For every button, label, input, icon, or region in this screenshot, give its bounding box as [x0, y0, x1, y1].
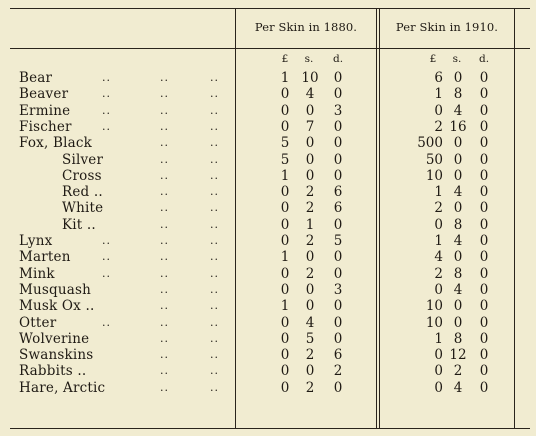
price-1880-pence: 0 [333, 216, 343, 233]
price-1880-pounds: 0 [280, 184, 290, 201]
table-row [0, 315, 536, 331]
subheader-1880-pound: £ [281, 53, 289, 65]
leader-dots: .. [210, 315, 219, 329]
fur-name: Musk Ox .. [19, 298, 95, 315]
price-1910-pence: 0 [479, 135, 489, 152]
price-1880-pence: 6 [333, 347, 343, 364]
price-1880-shillings: 4 [305, 314, 315, 331]
price-1880-pence: 0 [333, 314, 343, 331]
leader-dots: .. [210, 299, 219, 313]
price-1910-pence: 0 [479, 70, 489, 86]
price-1880-pounds: 0 [280, 118, 290, 135]
price-1880-pence: 0 [333, 135, 343, 152]
price-1880-pounds: 0 [280, 363, 290, 380]
price-1910-pounds: 1 [434, 184, 443, 201]
price-1910-pounds: 6 [434, 70, 443, 86]
leader-dots: .. [160, 217, 169, 231]
price-1910-pounds: 50 [425, 151, 443, 168]
table-row [0, 282, 536, 298]
price-1910-shillings: 4 [453, 379, 463, 396]
fur-name: Mink [19, 265, 55, 282]
leader-dots: .. [160, 87, 169, 101]
table-row [0, 168, 536, 184]
leader-dots: .. [210, 266, 219, 280]
price-1910-pounds: 0 [434, 281, 443, 298]
price-1910-shillings: 4 [453, 184, 463, 201]
price-1910-shillings: 2 [453, 363, 463, 380]
price-1880-pounds: 5 [280, 135, 290, 152]
leader-dots: .. [210, 380, 219, 394]
price-1910-pence: 0 [479, 216, 489, 233]
leader-dots: .. [160, 299, 169, 313]
price-1880-pounds: 0 [280, 347, 290, 364]
price-1910-pence: 0 [479, 86, 489, 103]
leader-dots: .. [160, 234, 169, 247]
price-1880-shillings: 0 [305, 298, 315, 315]
leader-dots: .. [160, 119, 169, 133]
leader-dots: .. [102, 234, 111, 247]
price-1910-shillings: 0 [453, 151, 463, 168]
price-1880-shillings: 2 [305, 233, 315, 249]
price-1880-shillings: 2 [305, 347, 315, 364]
price-1880-pounds: 0 [280, 330, 290, 347]
price-1880-pounds: 0 [280, 216, 290, 233]
table-row [0, 331, 536, 347]
price-1910-pence: 0 [479, 118, 489, 135]
price-1880-pence: 0 [333, 167, 343, 184]
price-1880-pence: 0 [333, 298, 343, 315]
table-row [0, 184, 536, 200]
price-1910-shillings: 4 [453, 281, 463, 298]
price-1910-pence: 0 [479, 233, 489, 249]
fur-name: Hare, Arctic [19, 379, 106, 396]
leader-dots: .. [102, 87, 111, 101]
fur-name: Fischer [19, 118, 72, 135]
price-1910-pounds: 1 [434, 86, 443, 103]
fur-name: Lynx [19, 233, 53, 249]
price-1910-pence: 0 [479, 314, 489, 331]
leader-dots: .. [210, 331, 219, 345]
price-1910-shillings: 0 [453, 167, 463, 184]
table-row [0, 217, 536, 233]
leader-dots: .. [160, 364, 169, 378]
price-1910-pounds: 0 [434, 102, 443, 119]
leader-dots: .. [210, 217, 219, 231]
price-1910-shillings: 8 [453, 86, 463, 103]
leader-dots: .. [210, 185, 219, 199]
table-row [0, 86, 536, 102]
price-1880-pence: 0 [333, 70, 343, 86]
price-1880-shillings: 0 [305, 151, 315, 168]
price-1880-pence: 0 [333, 249, 343, 266]
price-1880-shillings: 2 [305, 200, 315, 217]
price-1910-pence: 0 [479, 379, 489, 396]
leader-dots: .. [102, 315, 111, 329]
price-1910-pounds: 10 [425, 298, 443, 315]
price-1880-pence: 5 [333, 233, 343, 249]
leader-dots: .. [160, 168, 169, 182]
price-1910-shillings: 8 [453, 216, 463, 233]
price-1910-shillings: 16 [449, 118, 467, 135]
fur-name: Rabbits .. [19, 363, 87, 380]
price-1910-shillings: 8 [453, 330, 463, 347]
price-1880-pence: 0 [333, 151, 343, 168]
table-row [0, 363, 536, 379]
fur-name: Swanskins [19, 347, 94, 364]
price-1880-pounds: 0 [280, 200, 290, 217]
price-1880-shillings: 5 [305, 330, 315, 347]
leader-dots: .. [210, 364, 219, 378]
price-1910-shillings: 4 [453, 102, 463, 119]
table-row [0, 103, 536, 119]
subheader-1880-pence: d. [332, 53, 344, 65]
bottom-rule [10, 428, 530, 429]
price-1880-pounds: 0 [280, 379, 290, 396]
fur-name: White [62, 200, 104, 217]
price-1880-pence: 6 [333, 200, 343, 217]
table-row [0, 135, 536, 151]
price-1910-pence: 0 [479, 200, 489, 217]
leader-dots: .. [210, 250, 219, 264]
subheader-1910-pound: £ [429, 53, 437, 65]
price-1910-pounds: 10 [425, 314, 443, 331]
leader-dots: .. [160, 315, 169, 329]
price-1880-pence: 0 [333, 265, 343, 282]
price-1910-shillings: 0 [453, 70, 463, 86]
price-1910-pence: 0 [479, 249, 489, 266]
fur-name: Otter [19, 314, 57, 331]
price-1880-pounds: 1 [280, 249, 290, 266]
leader-dots: .. [160, 136, 169, 150]
leader-dots: .. [210, 201, 219, 215]
subheader-1910-pence: d. [478, 53, 490, 65]
fur-name: Beaver [19, 86, 69, 103]
price-1880-pounds: 1 [280, 298, 290, 315]
leader-dots: .. [160, 185, 169, 199]
price-1880-pounds: 0 [280, 233, 290, 249]
leader-dots: .. [210, 234, 219, 247]
price-1880-shillings: 0 [305, 281, 315, 298]
leader-dots: .. [210, 348, 219, 362]
price-1880-pence: 6 [333, 184, 343, 201]
table-row [0, 266, 536, 282]
leader-dots: .. [210, 103, 219, 117]
table-row [0, 119, 536, 135]
price-1880-shillings: 4 [305, 86, 315, 103]
price-1910-pence: 0 [479, 363, 489, 380]
price-1910-pence: 0 [479, 265, 489, 282]
leader-dots: .. [160, 103, 169, 117]
price-1880-pence: 0 [333, 330, 343, 347]
leader-dots: .. [102, 103, 111, 117]
leader-dots: .. [102, 266, 111, 280]
leader-dots: .. [160, 152, 169, 166]
leader-dots: .. [160, 380, 169, 394]
fur-name: Marten [19, 249, 71, 266]
price-1910-pence: 0 [479, 330, 489, 347]
fur-name: Bear [19, 70, 53, 86]
fur-name: Wolverine [19, 330, 90, 347]
subheader-1880-shilling: s. [304, 53, 314, 65]
leader-dots: .. [160, 331, 169, 345]
leader-dots: .. [102, 71, 111, 84]
price-1910-shillings: 12 [449, 347, 467, 364]
price-1880-pounds: 0 [280, 281, 290, 298]
leader-dots: .. [210, 71, 219, 84]
table-row [0, 233, 536, 249]
leader-dots: .. [160, 266, 169, 280]
top-rule [10, 8, 530, 9]
price-1880-shillings: 0 [305, 135, 315, 152]
price-1910-shillings: 0 [453, 200, 463, 217]
table-row [0, 249, 536, 265]
price-1910-shillings: 4 [453, 233, 463, 249]
price-1910-pounds: 4 [434, 249, 443, 266]
price-1910-pence: 0 [479, 167, 489, 184]
price-1880-pounds: 0 [280, 102, 290, 119]
price-1880-shillings: 2 [305, 379, 315, 396]
price-1910-pence: 0 [479, 184, 489, 201]
table-row [0, 152, 536, 168]
price-1910-pounds: 1 [434, 330, 443, 347]
price-1880-pence: 3 [333, 281, 343, 298]
price-1910-pounds: 1 [434, 233, 443, 249]
price-1880-pounds: 0 [280, 314, 290, 331]
price-1880-pence: 0 [333, 379, 343, 396]
price-1880-shillings: 0 [305, 167, 315, 184]
leader-dots: .. [210, 119, 219, 133]
price-1880-pounds: 0 [280, 86, 290, 103]
table-row [0, 347, 536, 363]
price-1880-pence: 2 [333, 363, 343, 380]
table-row [0, 200, 536, 216]
leader-dots: .. [160, 71, 169, 84]
table-row [0, 298, 536, 314]
fur-name: Fox, Black [19, 135, 92, 152]
leader-dots: .. [160, 282, 169, 296]
table-row [0, 380, 536, 396]
fur-name: Red .. [62, 184, 103, 201]
price-1910-pence: 0 [479, 151, 489, 168]
price-1910-pence: 0 [479, 281, 489, 298]
leader-dots: .. [160, 201, 169, 215]
header-1910: Per Skin in 1910. [395, 20, 499, 34]
header-1880: Per Skin in 1880. [254, 20, 358, 34]
price-1880-pounds: 5 [280, 151, 290, 168]
price-1880-pounds: 0 [280, 265, 290, 282]
subheader-1910-shilling: s. [452, 53, 462, 65]
price-1880-shillings: 0 [305, 102, 315, 119]
price-1910-pence: 0 [479, 347, 489, 364]
leader-dots: .. [102, 119, 111, 133]
price-1880-shillings: 10 [301, 70, 319, 86]
price-1910-pence: 0 [479, 102, 489, 119]
leader-dots: .. [210, 152, 219, 166]
price-1880-pence: 0 [333, 118, 343, 135]
price-1880-pounds: 1 [280, 70, 290, 86]
fur-name: Kit .. [62, 216, 96, 233]
price-1880-shillings: 2 [305, 265, 315, 282]
leader-dots: .. [102, 250, 111, 264]
price-1910-pounds: 2 [434, 265, 443, 282]
price-1910-shillings: 0 [453, 314, 463, 331]
price-1910-shillings: 0 [453, 135, 463, 152]
price-1880-shillings: 0 [305, 249, 315, 266]
fur-name: Musquash [19, 281, 92, 298]
price-1910-pounds: 0 [434, 379, 443, 396]
leader-dots: .. [210, 282, 219, 296]
price-1880-shillings: 0 [305, 363, 315, 380]
price-1880-shillings: 1 [305, 216, 315, 233]
fur-name: Ermine [19, 102, 71, 119]
leader-dots: .. [160, 250, 169, 264]
price-1880-pence: 0 [333, 86, 343, 103]
price-1910-pounds: 0 [434, 363, 443, 380]
table-row [0, 70, 536, 86]
price-1910-shillings: 0 [453, 249, 463, 266]
leader-dots: .. [210, 168, 219, 182]
price-1910-pounds: 2 [434, 118, 443, 135]
leader-dots: .. [160, 348, 169, 362]
price-1910-shillings: 8 [453, 265, 463, 282]
price-1910-pounds: 10 [425, 167, 443, 184]
leader-dots: .. [210, 136, 219, 150]
price-1910-pounds: 2 [434, 200, 443, 217]
header-rule [10, 48, 530, 49]
price-1910-pounds: 500 [417, 135, 443, 152]
fur-name: Cross [62, 167, 102, 184]
price-1880-shillings: 2 [305, 184, 315, 201]
price-1880-pence: 3 [333, 102, 343, 119]
leader-dots: .. [210, 87, 219, 101]
price-1910-pounds: 0 [434, 216, 443, 233]
price-1910-pence: 0 [479, 298, 489, 315]
price-1880-shillings: 7 [305, 118, 315, 135]
price-1910-pounds: 0 [434, 347, 443, 364]
price-1880-pounds: 1 [280, 167, 290, 184]
price-1910-shillings: 0 [453, 298, 463, 315]
fur-name: Silver [62, 151, 104, 168]
